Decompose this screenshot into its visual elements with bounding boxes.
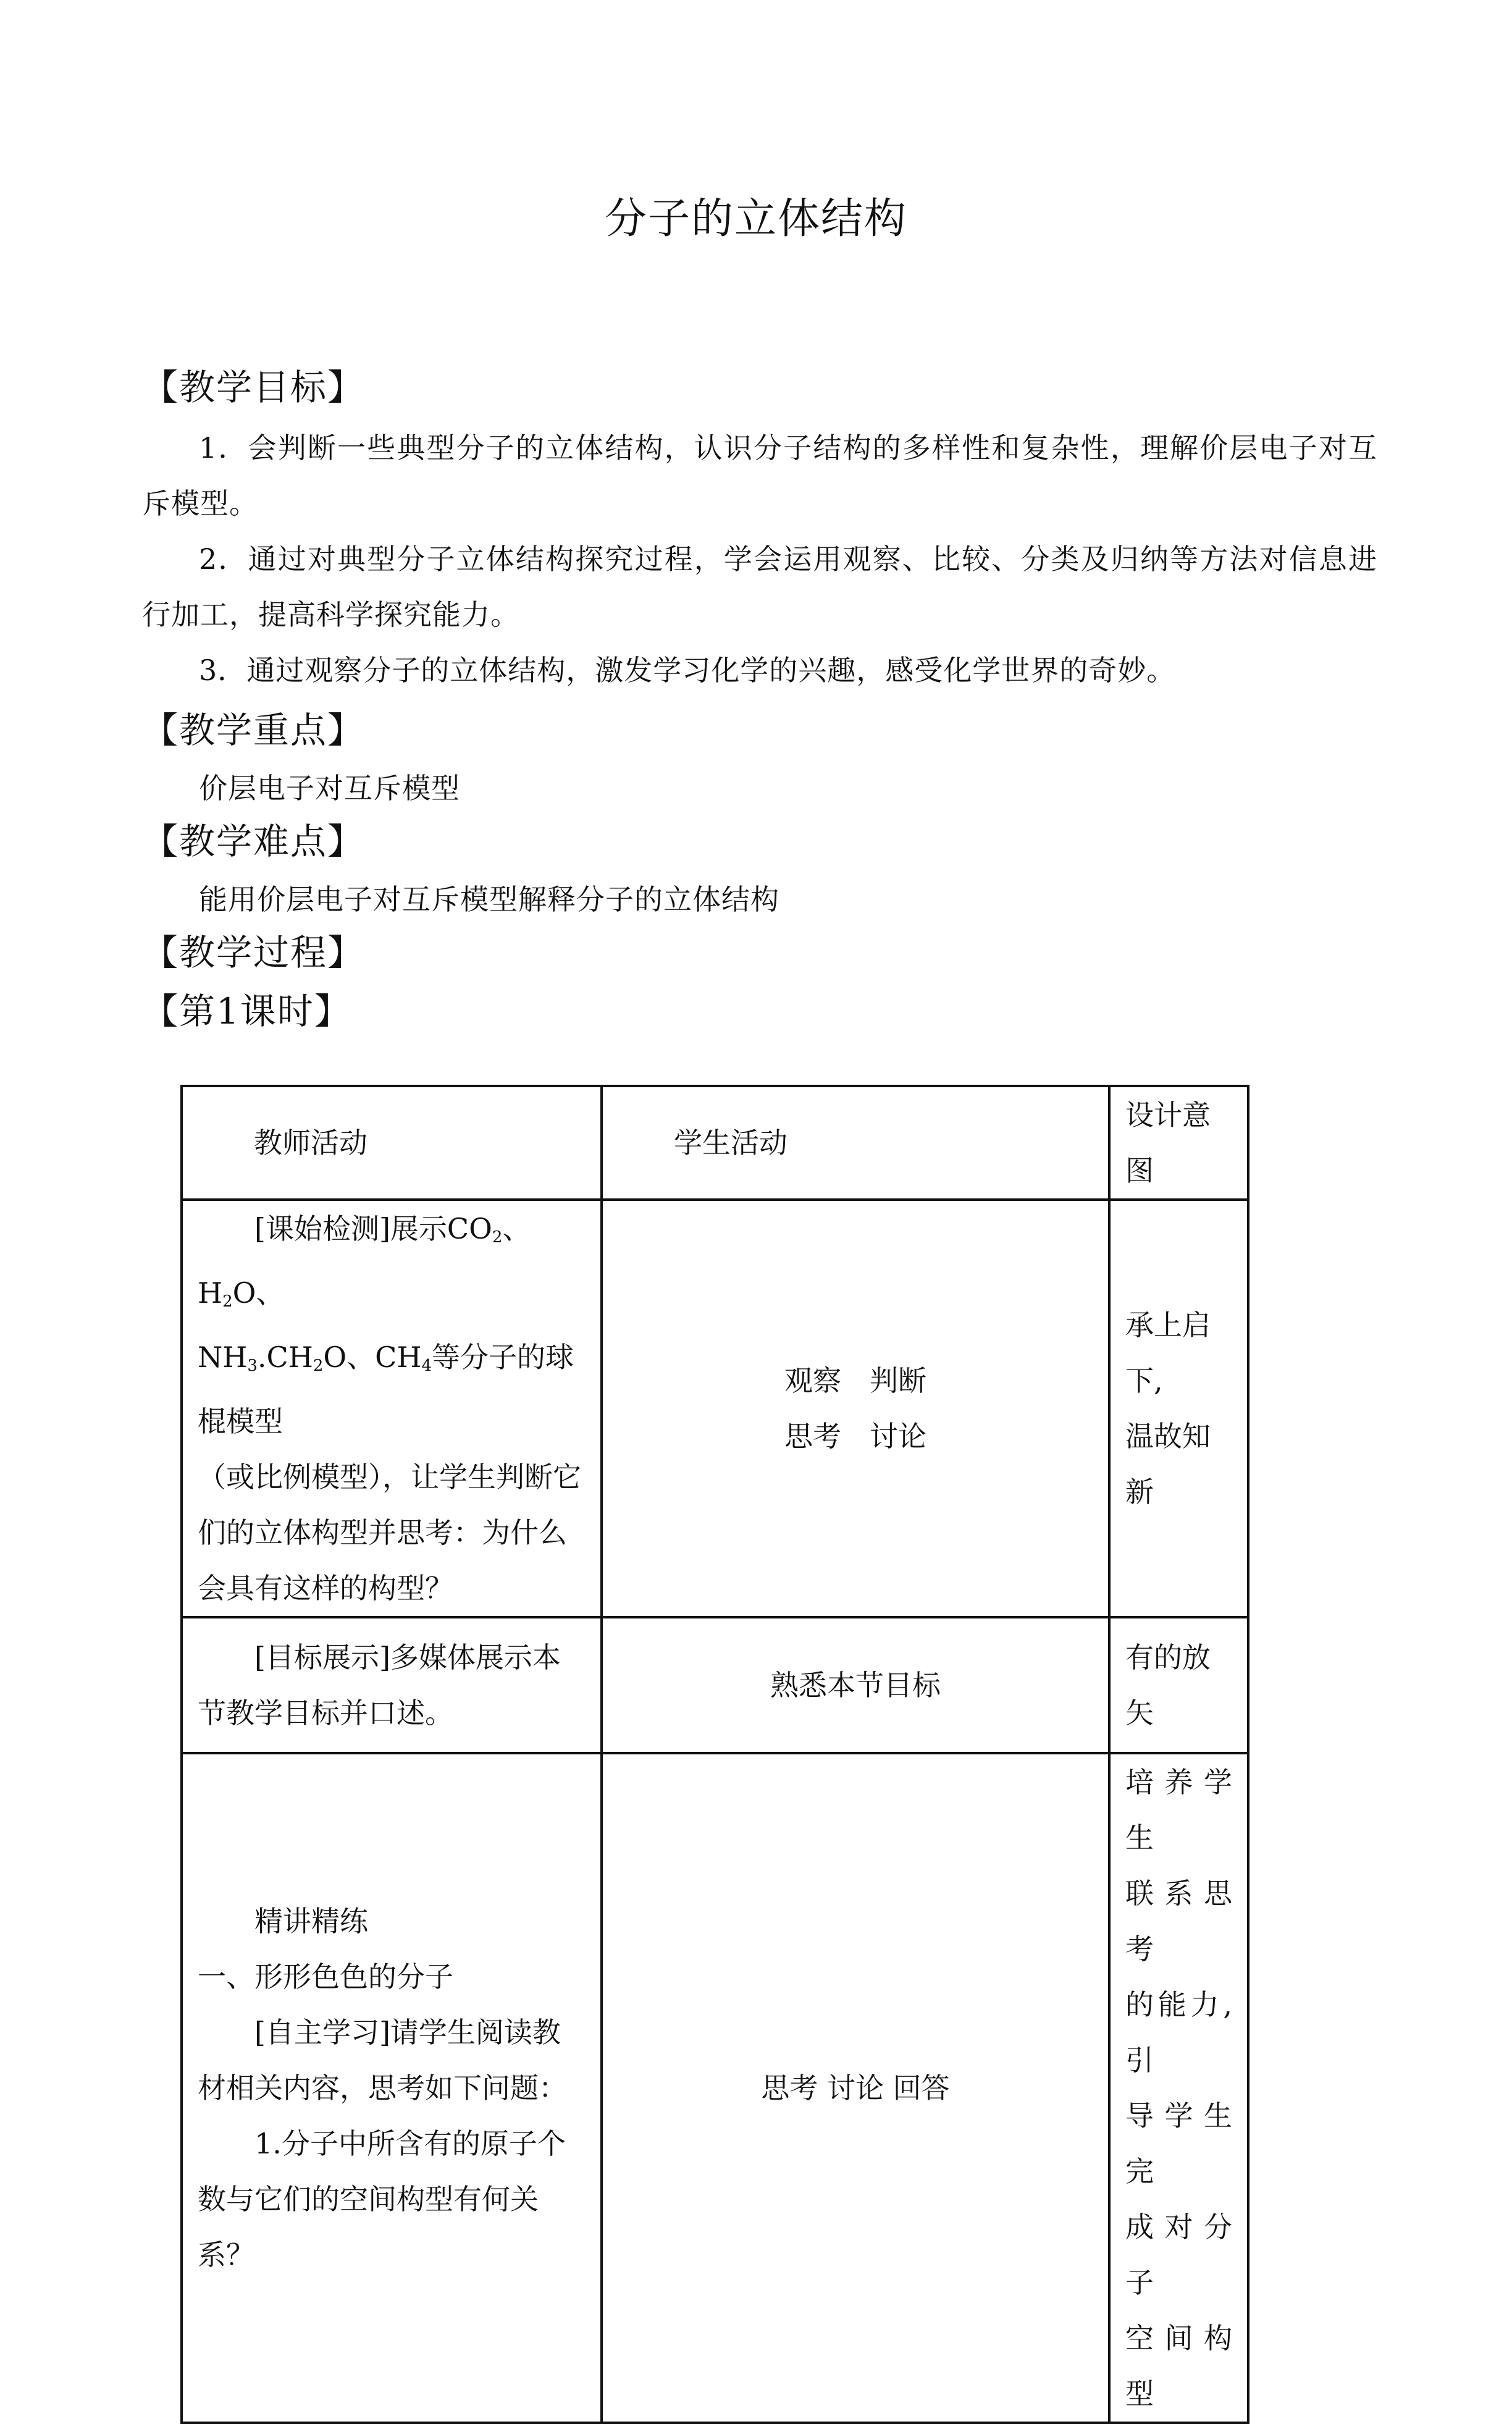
row3-teacher-activity: 精讲精练 一、形形色色的分子 [自主学习]请学生阅读教材相关内容，思考如下问题： 1.分子中所含有的原子个数与它们的空间构型有何关系？	[182, 1753, 602, 2423]
row2-student-activity: 熟悉本节目标	[602, 1617, 1109, 1753]
header-student-activity: 学生活动	[602, 1086, 1109, 1200]
table-row	[182, 1753, 1248, 2423]
objectives-heading: 【教学目标】	[142, 366, 365, 408]
table-row	[182, 1617, 1248, 1753]
lesson-heading: 【第1课时】	[142, 990, 351, 1032]
process-heading: 【教学过程】	[142, 932, 365, 974]
header-teacher-activity: 教师活动	[182, 1086, 602, 1200]
objective-1: 1．会判断一些典型分子的立体结构，认识分子结构的多样性和复杂性，理解价层电子对互斥模型。	[142, 431, 1377, 520]
objective-2: 2．通过对典型分子立体结构探究过程，学会运用观察、比较、分类及归纳等方法对信息进行加工，提高科学探究能力。	[142, 542, 1377, 631]
row1-teacher-activity: [课始检测]展示$CO_2$、$H_2O$、 $NH_3.CH_2O$、$CH_4$等分子的球棍模型 （或比例模型），让学生判断它们的立体构型并思考：为什么会具有这样的构型？	[182, 1200, 602, 1617]
table-row	[182, 1200, 1248, 1617]
page-title: 分子的立体结构	[604, 195, 907, 243]
objective-3: 3．通过观察分子的立体结构，激发学习化学的兴趣，感受化学世界的奇妙。	[199, 654, 1176, 687]
header-design-intent: 设计意图	[1109, 1086, 1248, 1200]
key-point-heading: 【教学重点】	[142, 709, 365, 751]
table-header-row	[182, 1086, 1248, 1200]
difficulty-heading: 【教学难点】	[142, 820, 365, 862]
key-point-text: 价层电子对互斥模型	[199, 772, 460, 805]
row3-student-activity: 思考 讨论 回答	[602, 1753, 1109, 2423]
row2-design-intent: 有的放矢	[1109, 1617, 1248, 1753]
row3-design-intent: 培养学生 联系思考 的能力,引 导学生完 成对分子 空间构型	[1109, 1753, 1248, 2423]
difficulty-text: 能用价层电子对互斥模型解释分子的立体结构	[199, 883, 779, 916]
row1-design-intent: 承上启下, 温故知新	[1109, 1200, 1248, 1617]
row2-teacher-activity: [目标展示]多媒体展示本节教学目标并口述。	[182, 1617, 602, 1753]
row1-student-activity: 观察 判断 思考 讨论	[602, 1200, 1109, 1617]
lesson-plan-table	[180, 1085, 1250, 2424]
